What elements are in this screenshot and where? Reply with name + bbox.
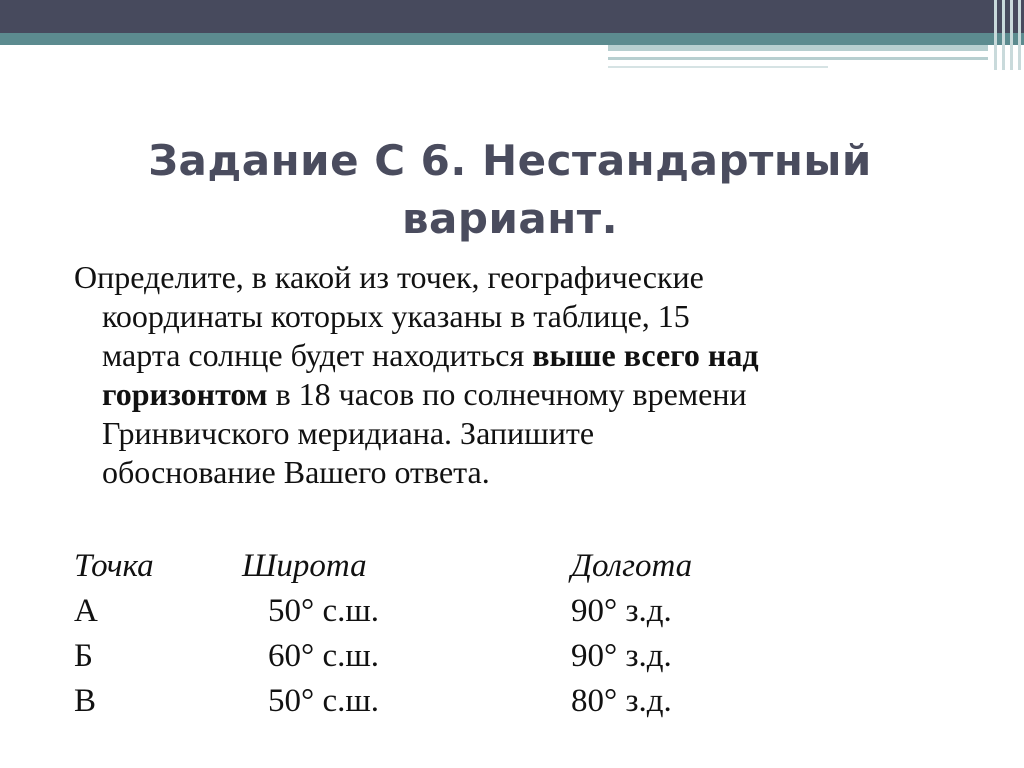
header-decor-lines xyxy=(990,0,1024,70)
header-band-dark xyxy=(0,0,1024,33)
cell-point: А xyxy=(74,593,98,629)
table-row xyxy=(74,589,874,634)
task-text xyxy=(74,258,964,492)
task-line-4-bold: горизонтом xyxy=(102,376,268,412)
cell-latitude: 50° с.ш. xyxy=(268,593,380,629)
title-line-2: вариант. xyxy=(401,194,619,243)
cell-point: В xyxy=(74,683,97,719)
cell-latitude: 50° с.ш. xyxy=(268,683,380,719)
cell-latitude: 60° с.ш. xyxy=(268,638,380,674)
task-line-1: Определите, в какой из точек, географические xyxy=(74,259,704,295)
cell-longitude: 90° з.д. xyxy=(571,638,672,674)
table-row xyxy=(74,634,874,679)
table-header-row xyxy=(74,544,874,589)
header-band-thin xyxy=(608,57,988,60)
title-line-1: Задание С 6. Нестандартный xyxy=(148,136,872,185)
task-line-2: координаты которых указаны в таблице, 15 xyxy=(102,298,690,334)
cell-point: Б xyxy=(74,638,93,674)
header-band-thin2 xyxy=(608,66,828,68)
task-line-3-bold: выше всего над xyxy=(532,337,759,373)
cell-longitude: 80° з.д. xyxy=(571,683,672,719)
table-row xyxy=(74,679,874,724)
header-band-teal xyxy=(0,33,1024,45)
task-line-4-text: в 18 часов по солнечному времени xyxy=(267,376,747,412)
task-line-3-text: марта солнце будет находиться xyxy=(102,337,533,373)
task-line-4 xyxy=(74,375,964,414)
header-latitude: Широта xyxy=(242,548,367,584)
cell-longitude: 90° з.д. xyxy=(571,593,672,629)
task-line-3 xyxy=(74,336,964,375)
header-band-light xyxy=(608,45,988,51)
coordinates-table xyxy=(74,544,874,724)
header-longitude: Долгота xyxy=(571,548,693,584)
task-line-6: обоснование Вашего ответа. xyxy=(102,454,490,490)
task-line-5: Гринвичского меридиана. Запишите xyxy=(102,415,595,451)
slide-title xyxy=(110,132,910,248)
header-point: Точка xyxy=(74,548,154,584)
